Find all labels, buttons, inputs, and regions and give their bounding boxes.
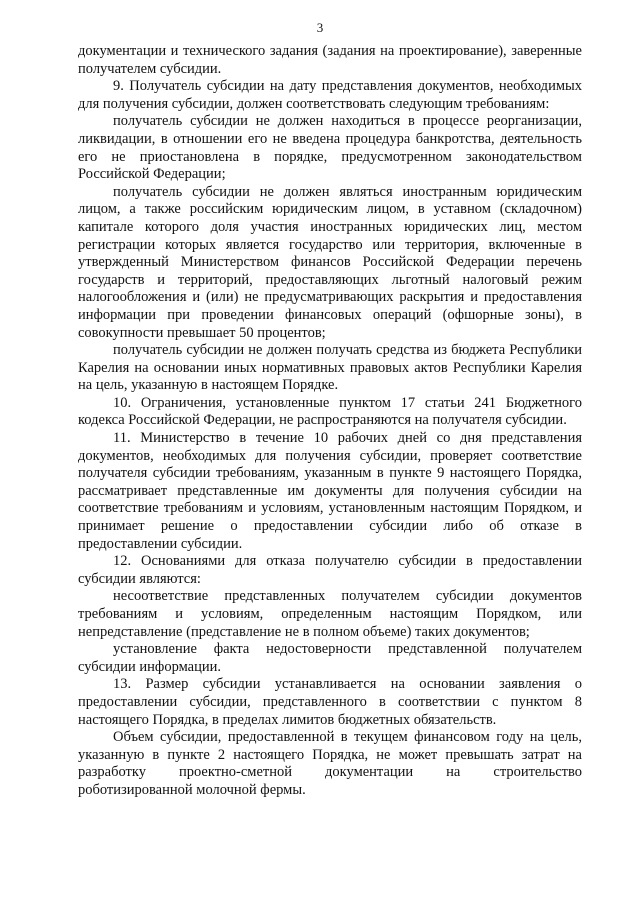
paragraph-item-12: 12. Основаниями для отказа получателю субсидии в предоставлении субсидии являются: (78, 553, 582, 587)
document-body (78, 43, 582, 800)
paragraph-refusal-noncompliance: несоответствие представленных получателем субсидии документов требованиям и условиям, определенным настоящим Порядком, или непредставление (представление не в полном объеме) таких документов; (78, 588, 582, 640)
paragraph-continuation: документации и технического задания (задания на проектирование), заверенные получателем субсидии. (78, 43, 582, 77)
paragraph-item-10: 10. Ограничения, установленные пунктом 17 статьи 241 Бюджетного кодекса Российской Федерации, не распространяются на получателя субсидии. (78, 394, 582, 429)
paragraph-item-11: 11. Министерство в течение 10 рабочих дней со дня представления документов, необходимых для получения субсидии, проверяет соответствие получателя субсидии требованиям, указанным в пункте 9 настоящего Порядка, рассматривает представленные им документы для получения субсидии на соответствие требованиям и условиям, установленным настоящим Порядком, и принимает решение о предоставлении субсидии либо об отказе в предоставлении субсидии. (78, 430, 582, 552)
paragraph-refusal-false-info: установление факта недостоверности представленной получателем субсидии информации. (78, 641, 582, 675)
paragraph-item-9: 9. Получатель субсидии на дату представления документов, необходимых для получения субсидии, должен соответствовать следующим требованиям: (78, 78, 582, 112)
paragraph-requirement-reorganization: получатель субсидии не должен находиться в процессе реорганизации, ликвидации, в отношении его не введена процедура банкротства, деятельность его не приостановлена в порядке, предусмотренном законодательством Российской Федерации; (78, 113, 582, 183)
paragraph-subsidy-volume: Объем субсидии, предоставленной в текущем финансовом году на цель, указанную в пункте 2 настоящего Порядка, не может превышать затрат на разработку проектно-сметной документации на строительство роботизированной молочной фермы. (78, 729, 582, 798)
paragraph-requirement-foreign-entity: получатель субсидии не должен являться иностранным юридическим лицом, а также российским юридическим лицом, в уставном (складочном) капитале которого доля участия иностранных юридических лиц, местом регистрации которых является государство или территория, включенные в утвержденный Министерством финансов Российской Федерации перечень государств и территорий, предоставляющих льготный налоговый режим налогообложения и (или) не предусматривающих раскрытия и предоставления информации при проведении финансовых операций (офшорные зоны), в совокупности превышает 50 процентов; (78, 183, 582, 341)
paragraph-item-13: 13. Размер субсидии устанавливается на основании заявления о предоставлении субсидии, представленного в соответствии с пунктом 8 настоящего Порядка, в пределах лимитов бюджетных обязательств. (78, 676, 582, 728)
paragraph-requirement-budget-funds: получатель субсидии не должен получать средства из бюджета Республики Карелия на основании иных нормативных правовых актов Республики Карелия на цель, указанную в настоящем Порядке. (78, 342, 582, 394)
page-number: 3 (316, 20, 324, 35)
